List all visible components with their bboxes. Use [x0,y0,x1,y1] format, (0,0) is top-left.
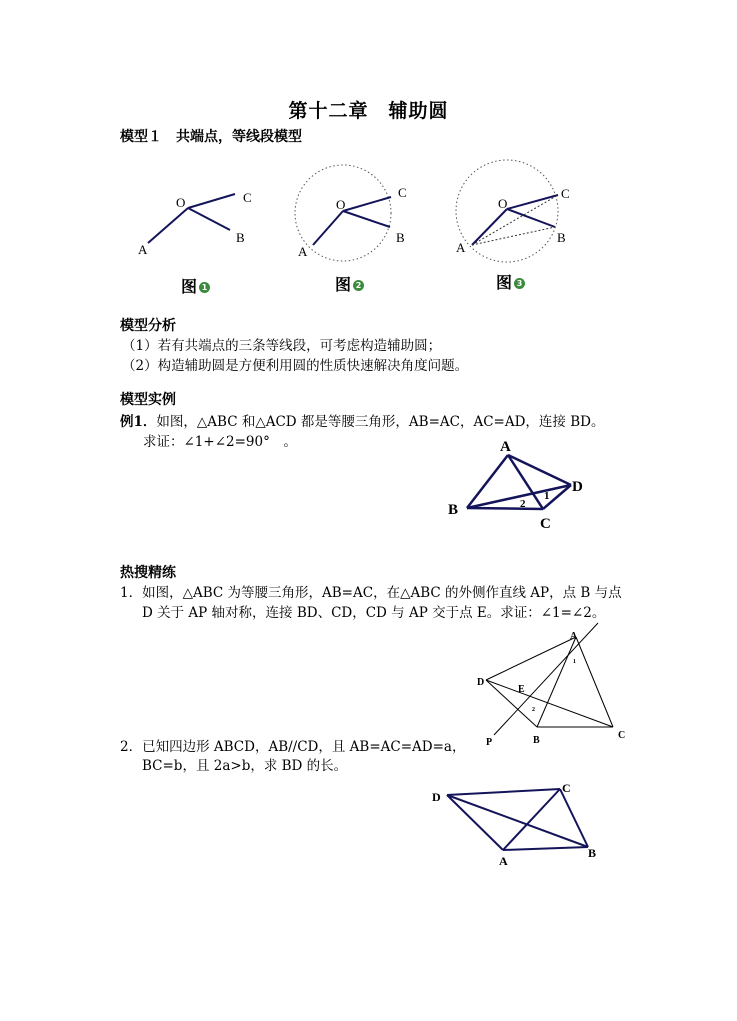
problem-2-figure [425,775,610,870]
label-e: E [518,684,525,695]
label-o: O [336,197,346,212]
analysis-item-2: （2）构造辅助圆是方便利用圆的性质快速解决角度问题。 [122,358,469,374]
label-a: A [500,439,511,455]
example-1-proof: 求证：∠1+∠2=90° 。 [143,434,297,450]
label-a: A [298,244,308,259]
problem-2-line-2: BC=b，且 2a>b，求 BD 的长。 [142,758,348,774]
circle-number-1: 1 [199,282,210,293]
label-b: B [588,846,597,860]
label-d: D [432,790,441,804]
caption-figure-3: 图 3 [496,270,525,293]
analysis-heading: 模型分析 [120,318,176,334]
problem-1-line-1: 1．如图，△ABC 为等腰三角形，AB=AC，在△ABC 的外侧作直线 AP，点 B 与点 [120,585,622,601]
caption-figure-1: 图 1 [181,274,210,297]
page-title: 第十二章 辅助圆 [288,100,449,122]
label-b: B [557,230,566,245]
label-b: B [396,230,405,245]
label-c: C [398,185,407,200]
label-c: C [540,516,551,532]
label-d: D [572,479,583,495]
label-a: A [499,854,508,868]
problem-1-figure [470,615,635,750]
label-a: A [138,242,148,257]
figure-2 [290,155,415,275]
label-b: B [236,230,245,245]
figure-3 [450,153,580,275]
angle-1-label: 1 [544,490,550,502]
problem-1-line-2: D 关于 AP 轴对称，连接 BD、CD，CD 与 AP 交于点 E。求证：∠1=∠2。 [142,605,606,621]
label-c: C [562,781,571,795]
label-c: C [243,190,252,205]
label-b: B [533,735,540,746]
label-c: C [618,730,626,741]
label-o: O [498,196,508,211]
figure-1 [130,180,270,270]
example-1-statement [120,410,604,430]
model1-heading: 模型１ 共端点，等线段模型 [120,129,302,145]
example-1-lead: 例1． [120,414,157,430]
label-d: D [477,677,485,688]
label-a: A [570,631,578,642]
circle-number-2: 2 [353,280,364,291]
example-1-text: 如图，△ABC 和△ACD 都是等腰三角形，AB=AC，AC=AD，连接 BD。 [156,414,605,430]
example-1-figure [440,435,595,535]
label-c: C [561,186,570,201]
angle-1-label: 1 [573,659,576,665]
label-o: O [176,195,186,210]
label-b: B [448,502,459,518]
example-heading: 模型实例 [120,392,176,408]
angle-2-label: 2 [520,498,526,510]
label-a: A [456,240,466,255]
caption-figure-2: 图 2 [335,272,364,295]
circle-number-3: 3 [514,278,525,289]
label-p: P [486,737,493,748]
angle-2-label: 2 [532,707,535,713]
problem-2-line-1: 2．已知四边形 ABCD，AB//CD，且 AB=AC=AD=a， [120,739,466,755]
analysis-item-1: （1）若有共端点的三条等线段，可考虑构造辅助圆； [122,338,442,354]
practice-heading: 热搜精练 [120,565,176,581]
